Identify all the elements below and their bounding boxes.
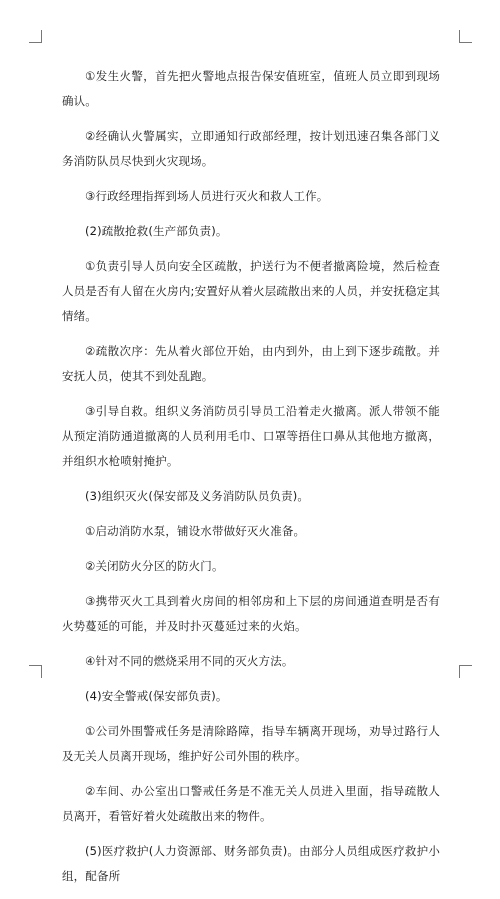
crop-mark-bottom-left xyxy=(29,665,42,678)
paragraph: ①负责引导人员向安全区疏散，护送行为不便者撤离险境，然后检查人员是否有人留在火房内;安置好从着火层疏散出来的人员，并安抚稳定其情绪。 xyxy=(62,259,440,323)
paragraph: ③引导自救。组织义务消防员引导员工沿着走火撤离。派人带领不能从预定消防通道撤离的人员利用毛巾、口罩等捂住口鼻从其他地方撤离，并组织水枪喷射掩护。 xyxy=(62,404,440,468)
paragraph: ③行政经理指挥到场人员进行灭火和救人工作。 xyxy=(85,189,329,203)
crop-mark-top-right xyxy=(459,30,472,43)
section-heading: (4)安全警戒(保安部负责)。 xyxy=(85,689,228,703)
paragraph: ③携带灭火工具到着火房间的相邻房和上下层的房间通道查明是否有火势蔓延的可能，并及时扑灭蔓延过来的火焰。 xyxy=(62,594,440,633)
paragraph: ②经确认火警属实，立即通知行政部经理，按计划迅速召集各部门义务消防队员尽快到火灾现场。 xyxy=(62,129,440,168)
section-heading: (2)疏散抢救(生产部负责)。 xyxy=(85,224,228,238)
paragraph: ①公司外围警戒任务是清除路障，指导车辆离开现场，劝导过路行人及无关人员离开现场，维护好公司外围的秩序。 xyxy=(62,724,440,763)
paragraph: ④针对不同的燃烧采用不同的灭火方法。 xyxy=(85,654,294,668)
paragraph: ①启动消防水泵，铺设水带做好灭火准备。 xyxy=(85,524,306,538)
crop-mark-top-left xyxy=(29,30,42,43)
crop-mark-bottom-right xyxy=(459,665,472,678)
section-heading: (5)医疗救护(人力资源部、财务部负责)。由部分人员组成医疗救护小组，配备所 xyxy=(62,844,440,883)
paragraph: ②车间、办公室出口警戒任务是不准无关人员进入里面，指导疏散人员离开，看管好着火处疏散出来的物件。 xyxy=(62,784,440,823)
paragraph: ②疏散次序：先从着火部位开始，由内到外，由上到下逐步疏散。并安抚人员，使其不到处乱跑。 xyxy=(62,344,440,383)
section-heading: (3)组织灭火(保安部及义务消防队员负责)。 xyxy=(85,489,310,503)
document-body xyxy=(62,64,440,899)
paragraph: ②关闭防火分区的防火门。 xyxy=(85,559,224,573)
paragraph: ①发生火警，首先把火警地点报告保安值班室，值班人员立即到现场确认。 xyxy=(62,69,440,108)
